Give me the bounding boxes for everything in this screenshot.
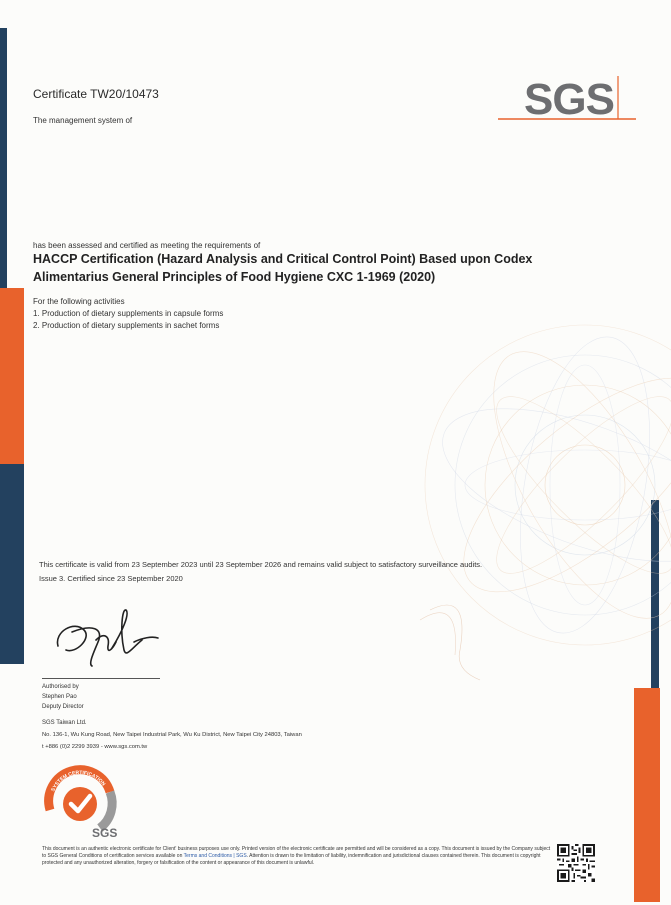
signatory-name: Stephen Pao: [42, 694, 77, 700]
signatory-title: Deputy Director: [42, 704, 84, 710]
left-navy-bar-top: [0, 28, 7, 288]
svg-text:SGS: SGS: [524, 75, 614, 124]
certificate-number: Certificate TW20/10473: [33, 87, 159, 101]
validity-statement: This certificate is valid from 23 September 2023 until 23 September 2026 and remains valid subject to satisfactory surveillance audits.: [39, 560, 483, 569]
activity-item: 2. Production of dietary supplements in sachet forms: [33, 321, 220, 330]
issue-statement: Issue 3. Certified since 23 September 2020: [39, 574, 183, 583]
issuer-contact: t +886 (0)2 2299 3939 - www.sgs.com.tw: [42, 744, 148, 750]
legal-disclaimer: [42, 846, 552, 867]
activity-item: 1. Production of dietary supplements in capsule forms: [33, 309, 224, 318]
system-certification-seal: [38, 762, 124, 842]
terms-and-conditions-link[interactable]: Terms and Conditions | SGS: [183, 853, 247, 859]
guilloche-pattern: [360, 230, 671, 730]
sgs-logo: [498, 72, 636, 124]
left-orange-bar: [0, 288, 24, 464]
standard-title-line-1: HACCP Certification (Hazard Analysis and Critical Control Point) Based upon Codex: [33, 252, 533, 266]
seal-brand: SGS: [92, 826, 118, 840]
issuer-address: No. 136-1, Wu Kung Road, New Taipei Industrial Park, Wu Ku District, New Taipei City 24803, Taiwan: [42, 732, 302, 738]
left-navy-bar-bottom: [0, 464, 24, 664]
disclaimer-text-part-1: This document is an authentic electronic certificate for Client' business purposes use only. Printed version of the electronic certificate are permitted and will be considered as a copy. This document is issued by the Company subject to SGS General Conditions of certification services available on: [42, 846, 551, 859]
signature-line: [42, 678, 160, 679]
standard-title-line-2: Alimentarius General Principles of Food Hygiene CXC 1-1969 (2020): [33, 270, 436, 284]
seal-arc-text: SYSTEM CERTIFICATION: [50, 769, 107, 793]
qr-code: [557, 844, 595, 882]
assessed-statement: has been assessed and certified as meeting the requirements of: [33, 241, 261, 250]
issuer-company: SGS Taiwan Ltd.: [42, 720, 87, 726]
disclaimer-text-part-2: . Attention is drawn to the limitation of liability, indemnification and jurisdictional clauses contained therein. This document is copyright protected and any unauthorized alteration, forgery or falsification of the content or appearance of this document is unlawful.: [42, 853, 541, 866]
activities-heading: For the following activities: [33, 297, 125, 306]
management-system-label: The management system of: [33, 116, 133, 125]
authorised-by-label: Authorised by: [42, 684, 79, 690]
signature: [52, 602, 162, 674]
